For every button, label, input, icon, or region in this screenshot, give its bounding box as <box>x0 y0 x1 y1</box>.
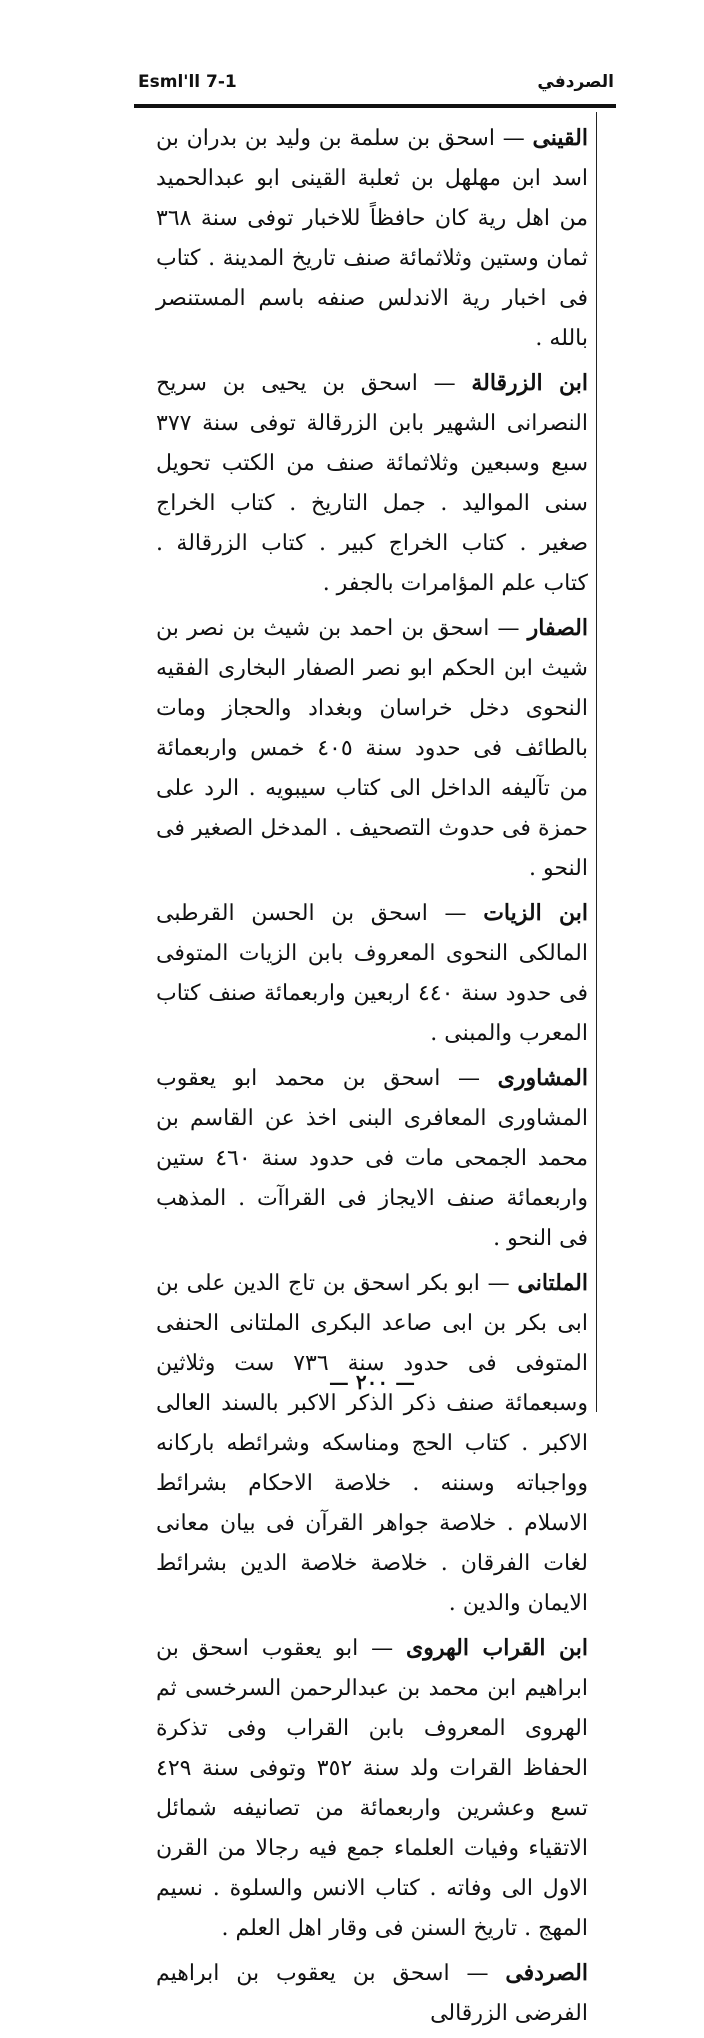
entry-text: — اسحق بن سلمة بن وليد بن بدران بن اسد ابن مهلهل بن ثعلبة القينى ابو عبدالحميد من اهل رية كان حافظاً للاخبار توفى سنة ٣٦٨ ثمان وستين وثلاثمائة صنف تاريخ المدينة . كتاب فى اخبار رية الاندلس صنفه باسم المستنصر بالله . <box>156 126 588 351</box>
entry-ibn-al-zarqala <box>156 363 588 604</box>
entry-text: — اسحق بن يعقوب بن ابراهيم الفرضى الزرقالى <box>156 1961 588 2026</box>
header-left-text: Esml'll 7-1 <box>138 72 237 92</box>
entry-text: — اسحق بن محمد ابو يعقوب المشاورى المعافرى البنى اخذ عن القاسم بن محمد الجمحى مات فى حدود سنة ٤٦٠ ستين واربعمائة صنف الايجاز فى القراآت . المذهب فى النحو . <box>156 1066 588 1251</box>
entry-headword: ابن الزرقالة <box>471 370 589 396</box>
entry-headword: ابن الزيات <box>483 900 588 926</box>
entry-al-sardafi <box>156 1953 588 2034</box>
entry-text: — اسحق بن يحيى بن سريح النصرانى الشهير بابن الزرقالة توفى سنة ٣٧٧ سبع وسبعين وثلاثمائة صنف من الكتب تحويل سنى المواليد . جمل التاريخ . كتاب الخراج صغير . كتاب الخراج كبير . كتاب الزرقالة . كتاب علم المؤامرات بالجفر . <box>156 371 588 596</box>
entry-headword: القينى <box>532 125 588 151</box>
entry-text: — ابو يعقوب اسحق بن ابراهيم ابن محمد بن عبدالرحمن السرخسى ثم الهروى المعروف بابن القراب وفى تذكرة الحفاظ القرات ولد سنة ٣٥٢ وتوفى سنة ٤٢٩ تسع وعشرين واربعمائة من تصانيفه شمائل الاتقياء وفيات العلماء جمع فيه رجالا من القرن الاول الى وفاته . كتاب الانس والسلوة . نسيم المهج . تاريخ السنن فى وقار اهل العلم . <box>156 1636 588 1941</box>
entry-text: — ابو بكر اسحق بن تاج الدين على بن ابى بكر بن ابى صاعد البكرى الملتانى الحنفى المتوفى فى حدود سنة ٧٣٦ ست وثلاثين وسبعمائة صنف ذكر الذكر الاكبر بالسند العالى الاكبر . كتاب الحج ومناسكه وشرائطه باركانه وواجباته وسننه . خلاصة الاحكام بشرائط الاسلام . خلاصة جواهر القرآن فى بيان معانى لغات الفرقان . خلاصة خلاصة الدين بشرائط الايمان والدين . <box>156 1271 588 1616</box>
entry-text: — اسحق بن الحسن القرطبى المالكى النحوى المعروف بابن الزيات المتوفى فى حدود سنة ٤٤٠ اربعين واربعمائة صنف كتاب المعرب والمبنى . <box>156 901 588 1046</box>
entry-ibn-al-qarrab <box>156 1628 588 1949</box>
page-number: — ٢٠٠ — <box>328 1370 416 1394</box>
entry-headword: المشاورى <box>497 1065 588 1091</box>
entry-al-multani <box>156 1263 588 1624</box>
column-rule <box>596 112 597 1412</box>
entry-text: — اسحق بن احمد بن شيث بن نصر بن شيث ابن الحكم ابو نصر الصفار البخارى الفقيه النحوى دخل خراسان وبغداد والحجاز ومات بالطائف فى حدود سنة ٤٠٥ خمس واربعمائة من تآليفه الداخل الى كتاب سيبويه . الرد على حمزة فى حدوث التصحيف . المدخل الصغير فى النحو . <box>156 616 588 881</box>
entry-al-saffar <box>156 608 588 889</box>
entry-al-mashawiri <box>156 1058 588 1259</box>
entry-headword: ابن القراب الهروى <box>406 1635 588 1661</box>
entry-headword: الصردفى <box>505 1960 588 1986</box>
running-head <box>138 72 614 98</box>
header-right-title: الصردفي <box>537 72 614 92</box>
entry-headword: الصفار <box>527 615 588 641</box>
entry-headword: الملتانى <box>517 1270 588 1296</box>
header-rule-thin <box>134 107 616 108</box>
entry-al-qayni <box>156 118 588 359</box>
biographical-entries <box>156 118 588 2038</box>
entry-ibn-al-zayyat <box>156 893 588 1054</box>
